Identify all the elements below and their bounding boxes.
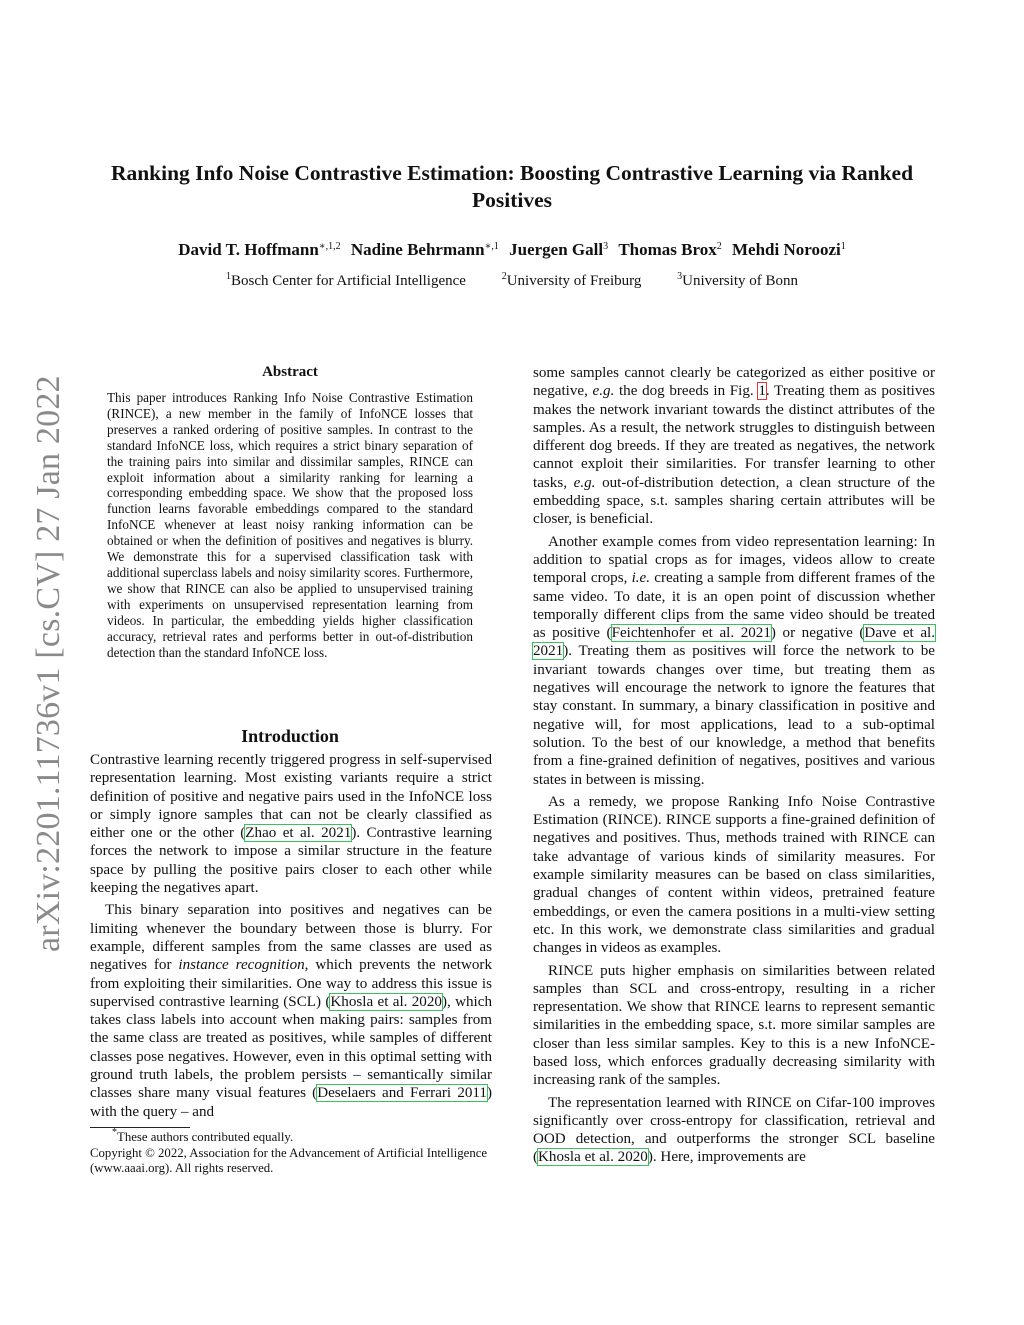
paragraph: Another example comes from video representation learning: In addition to spatial crops as for images, videos allow to create temporal crops, i.e. creating a sample from different frames of the same video. To date, it is an open point of discussion whether temporally different clips from the same video should be treated as positive (Feichtenhofer et al. 2021) or negative (Dave et al. 2021). Treating them as positives will force the network to be invariant towards changes over time, but treating them as negatives will encourage the network to ignore the features that stay constant. In summary, a binary classification in positive and negative will, for most applications, lead to a sub-optimal solution. To the best of our knowledge, a method that benefits from a fine-grained definition of negatives, positives and various states in between is missing. bbox=[533, 533, 935, 788]
paragraph: The representation learned with RINCE on Cifar-100 improves significantly over cross-entropy for classification, retrieval and OOD detection, and outperforms the stronger SCL baseline (Khosla et al. 2020). Here, improvements are bbox=[533, 1094, 935, 1166]
introduction-heading: Introduction bbox=[241, 726, 339, 746]
paragraph: As a remedy, we propose Ranking Info Noise Contrastive Estimation (RINCE). RINCE supports a fine-grained definition of negatives and positives. Thus, methods trained with RINCE can take advantage of various kinds of similarity measures. For example similarity measures can be based on class similarities, gradual changes of content within videos, pretrained feature embeddings, or even the camera positions in a multi-view setting etc. In this work, we demonstrate class similarities and gradual changes in videos as examples. bbox=[533, 793, 935, 957]
citation-link[interactable]: Feichtenhofer et al. 2021 bbox=[611, 625, 771, 642]
author: Mehdi Noroozi$^1$ bbox=[731, 240, 846, 259]
affiliation-list bbox=[40, 273, 984, 290]
left-column bbox=[90, 751, 492, 1121]
right-column bbox=[533, 364, 935, 1167]
affiliation: $^3$University of Bonn bbox=[677, 271, 798, 289]
citation-link[interactable]: Dave et al. 2021 bbox=[533, 625, 935, 660]
author: Juergen Gall$^3$ bbox=[509, 240, 609, 259]
paper-title: Ranking Info Noise Contrastive Estimation: Boosting Contrastive Learning via Ranked Positives bbox=[110, 161, 914, 212]
affiliation: $^1$Bosch Center for Artificial Intelligence bbox=[226, 271, 466, 289]
paragraph: some samples cannot clearly be categorized as either positive or negative, e.g. the dog breeds in Fig. 1. Treating them as positives makes the network invariant towards the distinct attributes of the samples. As a result, the network struggles to distinguish between different dog breeds. If they are treated as negatives, the network cannot exploit their similarities. For transfer learning to other tasks, e.g. out-of-distribution detection, a clean structure of the embedding space, s.t. samples sharing certain attributes will be closer, is beneficial. bbox=[533, 365, 935, 528]
footnote-text: *These authors contributed equally. bbox=[112, 1127, 294, 1144]
author: David T. Hoffmann$^{∗,1,2}$ bbox=[178, 240, 341, 259]
citation-link[interactable]: Deselaers and Ferrari 2011 bbox=[317, 1085, 487, 1102]
author: Thomas Brox$^2$ bbox=[618, 240, 722, 259]
copyright-notice: Copyright © 2022, Association for the Advancement of Artificial Intelligence (www.aaai.org). All rights reserved. bbox=[90, 1145, 488, 1176]
figure-link[interactable]: 1 bbox=[758, 383, 766, 400]
affiliation: $^2$University of Freiburg bbox=[501, 271, 642, 289]
footnote bbox=[90, 1127, 492, 1177]
paragraph: RINCE puts higher emphasis on similarities between related samples than SCL and cross-entropy, resulting in a richer representation. We show that RINCE learns to represent semantic similarities in the embedding space, s.t. more similar samples are closer than less similar samples. Key to this is a new InfoNCE-based loss, which enforces gradually decreasing similarity with increasing rank of the samples. bbox=[533, 962, 935, 1089]
citation-link[interactable]: Zhao et al. 2021 bbox=[245, 825, 352, 842]
author-list bbox=[40, 240, 984, 260]
paragraph: This binary separation into positives and negatives can be limiting whenever the boundary between those is blurry. For example, different samples from the same classes are used as negatives for instance recognition, which prevents the network from exploiting their similarities. One way to address this issue is supervised contrastive learning (SCL) (Khosla et al. 2020), which takes class labels into account when making pairs: samples from the same class are treated as positives, while samples of different classes pose negatives. However, even in this optimal setting with ground truth labels, the problem persists – semantically similar classes share many visual features (Deselaers and Ferrari 2011) with the query – and bbox=[90, 902, 492, 1120]
abstract-text: This paper introduces Ranking Info Noise Contrastive Estimation (RINCE), a new member in the family of InfoNCE losses that preserves a ranked ordering of positive samples. In contrast to the standard InfoNCE loss, which requires a strict binary separation of the training pairs into similar and dissimilar samples, RINCE can exploit information about a similarity ranking for learning a corresponding embedding space. We show that the proposed loss function learns favorable embeddings compared to the standard InfoNCE whenever at least noisy ranking information can be obtained or when the definition of positives and negatives is blurry. We demonstrate this for a supervised classification task with additional superclass labels and noisy similarity scores. Furthermore, we show that RINCE can also be applied to unsupervised training with experiments on unsupervised representation learning from videos. In particular, the embedding yields higher classification accuracy, retrieval rates and performs better in out-of-distribution detection than the standard InfoNCE loss. bbox=[107, 390, 473, 660]
paragraph: Contrastive learning recently triggered progress in self-supervised representation learning. Most existing variants require a strict definition of positive and negative pairs used in the InfoNCE loss or simply ignore samples that can not be clearly classified as either one or the other (Zhao et al. 2021). Contrastive learning forces the network to impose a similar structure in the feature space by pulling the positive pairs closer to each other while keeping the negatives apart. bbox=[90, 752, 492, 897]
author: Nadine Behrmann$^{∗,1}$ bbox=[350, 240, 499, 259]
arxiv-identifier: arXiv:2201.11736v1 [cs.CV] 27 Jan 2022 bbox=[30, 375, 67, 952]
citation-link[interactable]: Khosla et al. 2020 bbox=[330, 993, 442, 1010]
abstract-heading: Abstract bbox=[262, 364, 318, 380]
citation-link[interactable]: Khosla et al. 2020 bbox=[538, 1149, 648, 1166]
footnote-rule bbox=[90, 1127, 190, 1128]
